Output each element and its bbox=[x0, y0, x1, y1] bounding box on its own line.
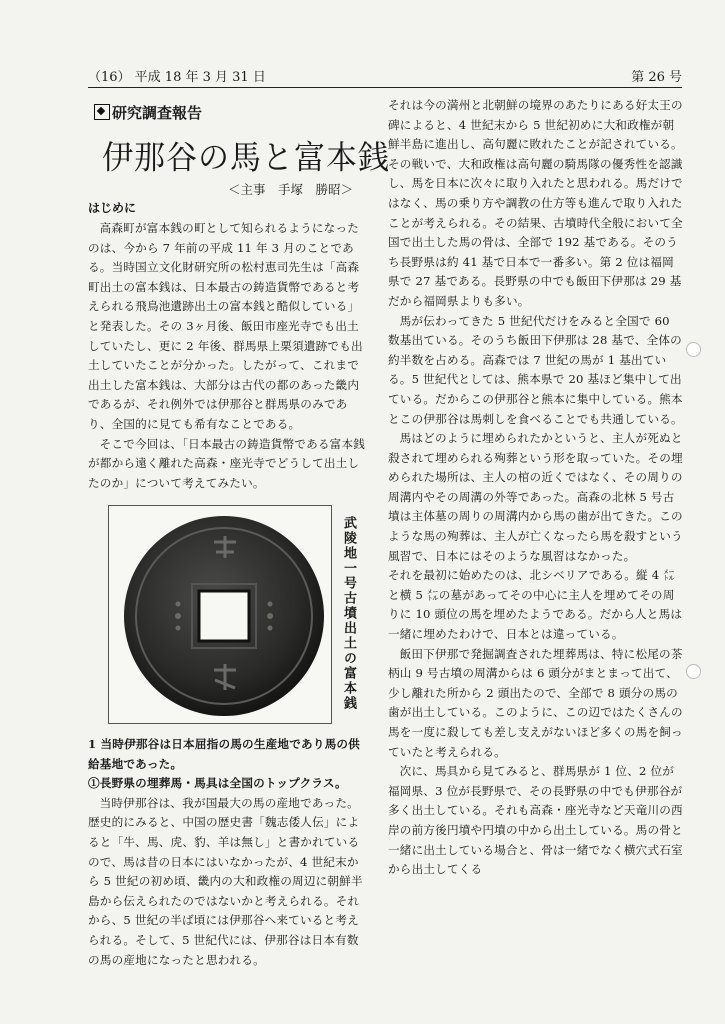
article-title: 伊那谷の馬と富本銭 bbox=[102, 139, 390, 178]
left-paragraph-1: 当時伊那谷は、我が国最大の馬の産地であった。歴史的にみると、中国の歴史書「魏志倭人伝」によると「牛、馬、虎、豹、羊は無し」と書かれているので、馬は昔の日本にはいなかったが、4 世紀末から 5 世紀の初め頃、畿内の大和政権の周辺に朝鮮半島から伝えられたのではないかと考えられる。それから、5 世紀の半ば頃には伊那谷へ来ていると考えられる。そして、5 世紀代には、伊那谷は日本有数の馬の産地になったと思われる。 bbox=[88, 795, 363, 967]
fuhonsen-coin-image bbox=[118, 512, 330, 720]
right-paragraph-3: 馬はどのように埋められたかというと、主人が死ぬと殺されて埋められる殉葬という形を取っていた。その埋められた場所は、主人の棺の近くではなく、その周りの周溝内やその周溝の外等であった。高森の北林 5 号古墳は主体墓の周りの周溝内から馬の歯が出てきた。このような馬の殉葬は、主人が亡くなったら馬を殺すという風習で、日本にはそのような風習はなかった。 bbox=[388, 431, 683, 563]
heading-1a: ①長野県の埋葬馬・馬具は全国のトップクラス。 bbox=[88, 776, 347, 791]
binder-hole-top bbox=[686, 342, 701, 357]
right-paragraph-5: 飯田下伊那で発掘調査された埋葬馬は、特に松尾の茶柄山 9 号古墳の周溝からは 6 頭分がまとまって出て、少し離れた所から 2 頭出たので、全部で 8 頭分の馬の歯が出土している。このように、この辺ではたくさんの馬を一度に殺しても差し支えがないほど多くの馬を飼っていたと考えられる。 bbox=[388, 646, 683, 759]
right-column-text bbox=[388, 96, 684, 880]
intro-paragraph-2: そこで今回は、「日本最古の鋳造貨幣である富本銭が都から遠く離れた高森・座光寺でどうして出土したのか」について考えてみたい。 bbox=[88, 436, 366, 490]
right-paragraph-2: 馬が伝わってきた 5 世紀代だけをみると全国で 60 数基出ている。そのうち飯田下伊那は 28 基で、全体の約半数を占める。高森では 7 世紀の馬が 1 基出ている。5 世紀代としては、熊本県で 20 基ほど集中して出ている。だからこの伊那谷と熊本に集中している。熊本とこの伊那谷は馬刺しを食べることでも共通している。 bbox=[388, 313, 683, 426]
diamond-box-icon bbox=[94, 104, 110, 120]
heading-1: 1 当時伊那谷は日本屈指の馬の生産地であり馬の供給基地であった。 bbox=[88, 737, 360, 771]
author-line: ＜主事 手塚 勝昭＞ bbox=[228, 182, 354, 197]
intro-heading: はじめに bbox=[88, 201, 137, 215]
issue-date: （16） 平成 18 年 3 月 31 日 bbox=[88, 70, 266, 85]
right-paragraph-4: それを最初に始めたのは、北シベリアである。縦 4 ㍍と横 5 ㍍の墓があってその中心に主人を埋めてその周りに 10 頭位の馬を埋めたようである。だから人と馬は一緒に埋めたわけで、日本とは違っている。 bbox=[388, 568, 683, 642]
right-paragraph-6: 次に、馬具から見てみると、群馬県が 1 位、2 位が福岡県、3 位が長野県で、その長野県の中でも伊那谷が多く出土している。それも高森・座光寺など天竜川の西岸の前方後円墳や円墳の中から出土している。馬の骨と一緒に出土している場合と、骨は一緒でなく横穴式石室から出土してくる bbox=[388, 764, 683, 877]
issue-number: 第 26 号 bbox=[631, 70, 682, 85]
intro-text bbox=[88, 219, 370, 493]
section-label bbox=[94, 102, 202, 123]
left-lower-text bbox=[88, 735, 370, 970]
right-paragraph-1: それは今の満州と北朝鮮の境界のあたりにある好太王の碑によると、4 世紀末から 5 世紀初めに大和政権が朝鮮半島に進出し、高句麗に敗れたことが記されている。その戦いで、大和政権は高句麗の騎馬隊の優秀性を認識し、馬を日本に次々に取り入れたと思われる。馬だけではなく、馬の乗り方や調教の仕方等も進んで取り入れたことが考えられる。その結果、古墳時代全般において全国で出土した馬の骨は、全部で 192 基である。そのうち長野県は約 41 基で日本で一番多い。第 2 位は福岡県で 27 基である。長野県の中でも飯田下伊那は 29 基だから福岡県よりも多い。 bbox=[388, 98, 683, 308]
figure-caption: 武陵地一号古墳出土の富本銭 bbox=[341, 516, 356, 711]
section-label-text: 研究調査報告 bbox=[112, 104, 203, 122]
binder-hole-bottom bbox=[686, 664, 701, 679]
header-rule bbox=[88, 87, 682, 88]
intro-paragraph-1: 高森町が富本銭の町として知られるようになったのは、今から 7 年前の平成 11 年 3 月のことである。当時国立文化財研究所の松村恵司先生は「高森町出土の富本銭は、日本最古の鋳造貨幣であると考えられる飛鳥池遺跡出土の富本銭と酷似している」と発表した。その 3ヶ月後、飯田市座光寺でも出土していたし、更に 2 年後、群馬県上栗須遺跡でも出土していたことが分かった。したがって、これまで出土した富本銭は、大部分は古代の都のあった畿内であるが、それ例外では伊那谷と群馬県のみであり、全国的に見ても希有なことである。 bbox=[88, 221, 363, 431]
page-header bbox=[88, 66, 682, 86]
